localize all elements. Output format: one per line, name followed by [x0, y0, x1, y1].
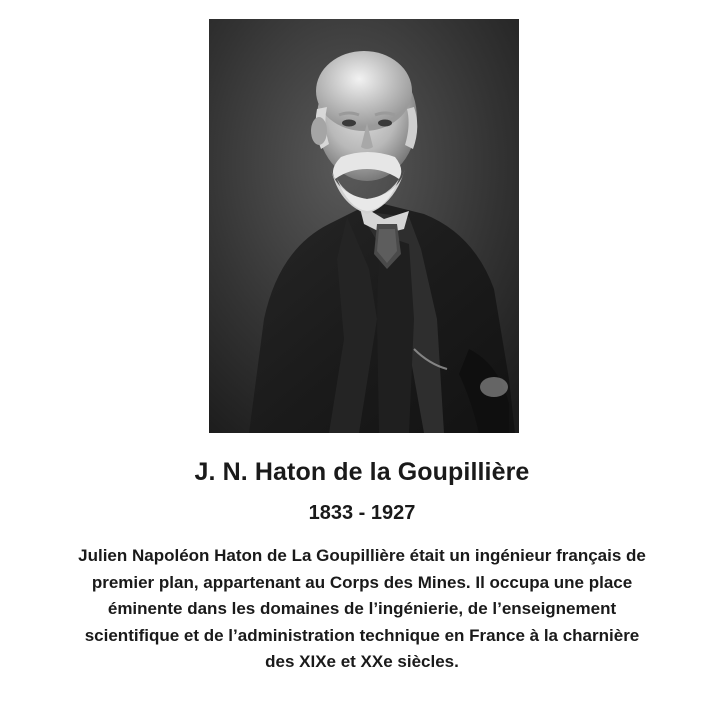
life-dates: 1833 - 1927 — [308, 502, 416, 524]
biography-text: Julien Napoléon Haton de La Goupillière était un ingénieur français de premier plan, appartenant au Corps des Mines. Il occupa une place éminente dans les domaines de l’ingénierie, de l’enseignement scientifique et de l’administration technique en France à la charnière des XIXe et XXe siècles. — [78, 546, 646, 671]
portrait-image — [209, 19, 519, 433]
person-name: J. N. Haton de la Goupillière — [194, 458, 530, 486]
portrait-photo — [209, 19, 519, 433]
